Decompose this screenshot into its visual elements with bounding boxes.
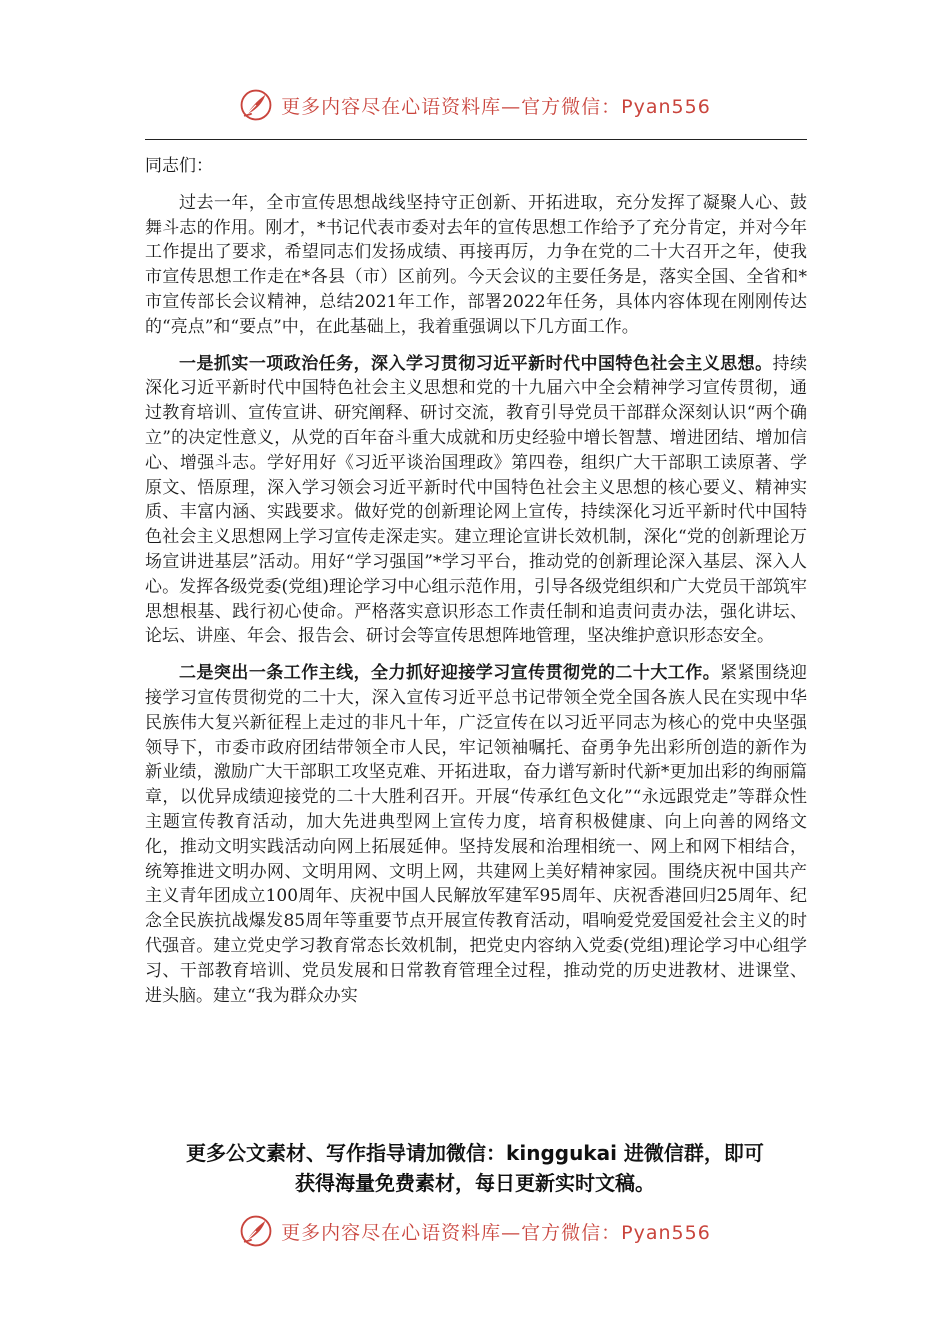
promo-line-2: 获得海量免费素材，每日更新实时文稿。 [295, 1171, 655, 1195]
quill-logo-icon [239, 1214, 273, 1248]
quill-logo-icon [239, 88, 273, 122]
paragraph-2-text: 持续深化习近平新时代中国特色社会主义思想和党的十九届六中全会精神学习宣传贯彻，通过教育培训、宣传宣讲、研究阐释、研讨交流，教育引导党员干部群众深刻认识“两个确立”的决定性意义，从党的百年奋斗重大成就和历史经验中增长智慧、增进团结、增加信心、增强斗志。学好用好《习近平谈治国理政》第四卷，组织广大干部职工读原著、学原文、悟原理，深入学习领会习近平新时代中国特色社会主义思想的核心要义、精神实质、丰富内涵、实践要求。做好党的创新理论网上宣传，持续深化习近平新时代中国特色社会主义思想网上学习宣传走深走实。建立理论宣讲长效机制，深化“党的创新理论万场宣讲进基层”活动。用好“学习强国”*学习平台，推动党的创新理论深入基层、深入人心。发挥各级党委(党组)理论学习中心组示范作用，引导各级党组织和广大党员干部筑牢思想根基、践行初心使命。严格落实意识形态工作责任制和追责问责办法，强化讲坛、论坛、讲座、年会、报告会、研讨会等宣传思想阵地管理，坚决维护意识形态安全。 [145, 353, 808, 647]
header-divider [145, 139, 807, 140]
document-body [145, 154, 807, 1020]
paragraph-3-lead: 二是突出一条工作主线，全力抓好迎接学习宣传贯彻党的二十大工作。 [179, 663, 721, 684]
promo-line-1: 更多公文素材、写作指导请加微信：kinggukai 进微信群，即可 [186, 1141, 764, 1165]
paragraph-1 [145, 191, 807, 340]
footer-banner [0, 1210, 950, 1252]
header-banner-handle: Pyan556 [621, 95, 711, 118]
paragraph-2-lead: 一是抓实一项政治任务，深入学习贯彻习近平新时代中国特色社会主义思想。 [179, 353, 773, 374]
paragraph-1-text: 过去一年，全市宣传思想战线坚持守正创新、开拓进取，充分发挥了凝聚人心、鼓舞斗志的作用。刚才，*书记代表市委对去年的宣传思想工作给予了充分肯定，并对今年工作提出了要求，希望同志们发扬成绩、再接再厉，力争在党的二十大召开之年，使我市宣传思想工作走在*各县（市）区前列。今天会议的主要任务是，落实全国、全省和*市宣传部长会议精神，总结2021年工作，部署2022年任务，具体内容体现在刚刚传达的“亮点”和“要点”中，在此基础上，我着重强调以下几方面工作。 [145, 192, 807, 337]
paragraph-2 [145, 352, 807, 650]
header-banner-text: 更多内容尽在心语资料库—官方微信：Pyan556 [281, 95, 711, 118]
footer-banner-text: 更多内容尽在心语资料库—官方微信：Pyan556 [281, 1221, 711, 1244]
header-banner [0, 84, 950, 126]
promo-notice [80, 1138, 870, 1198]
paragraph-3-text: 紧紧围绕迎接学习宣传贯彻党的二十大，深入宣传习近平总书记带领全党全国各族人民在实现中华民族伟大复兴新征程上走过的非凡十年，广泛宣传在以习近平同志为核心的党中央坚强领导下，市委市政府团结带领全市人民，牢记领袖嘱托、奋勇争先出彩所创造的新作为新业绩，激励广大干部职工攻坚克难、开拓进取，奋力谱写新时代新*更加出彩的绚丽篇章，以优异成绩迎接党的二十大胜利召开。开展“传承红色文化”“永远跟党走”等群众性主题宣传教育活动，加大先进典型网上宣传力度，培育积极健康、向上向善的网络文化，推动文明实践活动向网上拓展延伸。坚持发展和治理相统一、网上和网下相结合，统筹推进文明办网、文明用网、文明上网，共建网上美好精神家园。围绕庆祝中国共产主义青年团成立100周年、庆祝中国人民解放军建军95周年、庆祝香港回归25周年、纪念全民族抗战爆发85周年等重要节点开展宣传教育活动，唱响爱党爱国爱社会主义的时代强音。建立党史学习教育常态长效机制，把党史内容纳入党委(党组)理论学习中心组学习、干部教育培训、党员发展和日常教育管理全过程，推动党的历史进教材、进课堂、进头脑。建立“我为群众办实 [145, 663, 808, 1006]
paragraph-3 [145, 661, 807, 1008]
footer-banner-handle: Pyan556 [621, 1221, 711, 1244]
greeting: 同志们： [145, 156, 213, 176]
